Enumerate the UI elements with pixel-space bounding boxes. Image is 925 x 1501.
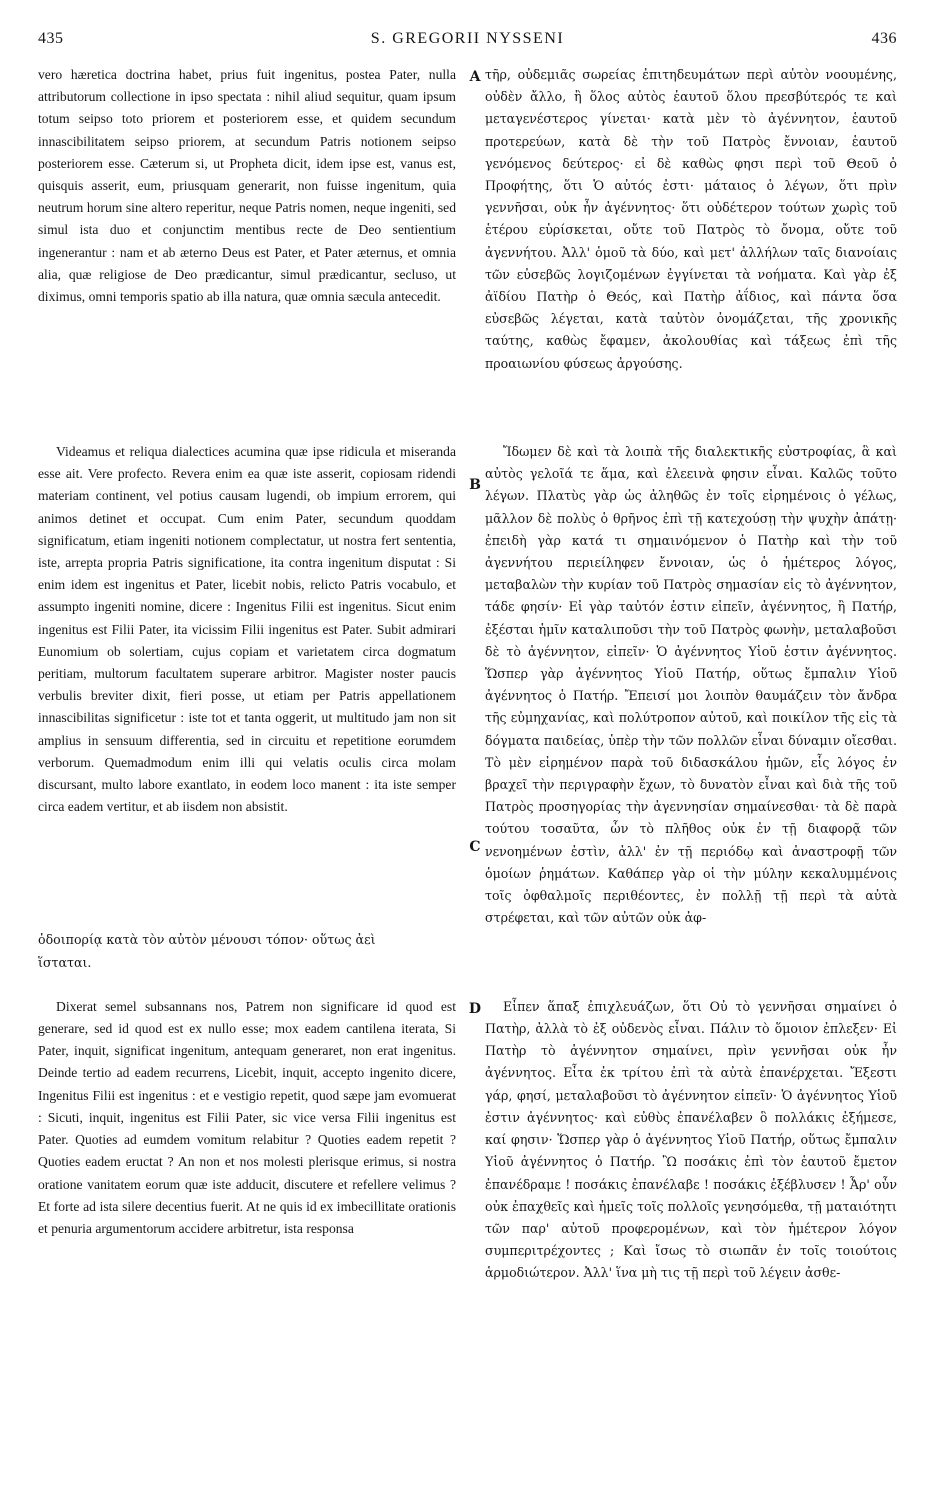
continuation-line-2: ἵσταται. (38, 954, 92, 970)
section-marker-b: B (469, 477, 481, 493)
full-width-continuation (38, 929, 897, 973)
continuation-line-1: ὁδοιπορίᾳ κατὰ τὸν αὐτὸν μένουσι τόπον· οὕτως ἀεὶ (38, 932, 376, 948)
upper-columns (38, 64, 897, 929)
latin-paragraph-3: Dixerat semel subsannans nos, Patrem non significare id quod est generare, sed id quod est ex nullo esse; mox eadem cantilena iterata, Si Pater, inquit, significat ingenitum, antequam generaret, non erat ingenitus. Deinde tertio ad eadem recurrens, Licebit, inquit, accepto ingenito dicere, Ingenitus Filii est ingenitus : et e vestigio repetit, quod sæpe jam evomuerat : Sicuti, inquit, ingenitus est Filii Pater, sic vice versa Filii ingenitus est Pater. Quoties ad eumdem vomitum relabitur ? Quoties eadem repetit ? Quoties eadem eructat ? An non et nos molesti plerisque erimus, si nostra oratione vanitatem eorum quæ iste adducit, discutere et refellere velimus ? Et forte ad ista silere decentius fuerit. At ne quis id ex imbecillitate orationis et penuria argumentorum accidere arbitretur, ista responsa (38, 998, 456, 1236)
latin-paragraph-1: vero hæretica doctrina habet, prius fuit ingenitus, postea Pater, nulla attributorum collectione in ipso spectata : nihil aliud sequitur, quam ipsum totum seipso toto priorem et posteriorem esse, et quidem secundum innascibilitatem seipso priorem, at secundum Patris notionem seipso posteriorem esse. Cæterum si, ut Propheta dicit, idem ipse est, vanus est, quisquis asserit, eum, priusquam generarit, non fuisse ingenitum, quia neutrum horum sine altero reperitur, neque Patris nomen, neque ingeniti, sed simul ista duo et conjunctim mentibus recte de Deo sentientium ingenerantur : nam et ab æterno Deus est Pater, et Pater æternus, et omnia alia, quæ religiose de Deo prædicantur, simul prædicantur, secluso, ut diximus, omni temporis spatio ab illa natura, quæ omnia sæcula antecedit. (38, 67, 456, 305)
section-marker-d: D (468, 1000, 482, 1017)
greek-paragraph-3: Εἶπεν ἅπαξ ἐπιχλευάζων, ὅτι Οὐ τὸ γεννῆσαι σημαίνει ὁ Πατὴρ, ἀλλὰ τὸ ἐξ οὐδενὸς εἶναι. Πάλιν τὸ ὅμοιον ἐπλεξεν· Εἰ Πατὴρ τὸ ἀγέννητον σημαίνει, πρὶν γεννῆσαι οὐκ ἦν ἀγέννητος. Εἶτα ἐκ τρίτου ἐπὶ τὰ αὐτὰ ἐπανέρχεται. Ἔξεστι γάρ, φησί, μεταλαβοῦσι τὸ ἀγέννητον εἰπεῖν· Ὁ ἀγέννητος Υἱοῦ ἐστιν ἀγέννητος· καὶ εὐθὺς ἐπανέλαβεν ὃ πολλάκις ἐξήμεσε, καί φησιν· Ὥσπερ γὰρ ὁ ἀγέννητος Υἱοῦ Πατήρ, οὕτως ἔμπαλιν Υἱοῦ ἀγέννητος ὁ Πατήρ. Ὢ ποσάκις ἐπὶ τὸν ἑαυτοῦ ἔμετον ἐπανέδραμε ! ποσάκις ἐπανέλαβε ! ποσάκις ἐξέβλυσεν ! Ἆρ' οὖν οὐκ ἐπαχθεῖς καὶ ἡμεῖς τοῖς πολλοῖς γενησόμεθα, τῇ ματαιότητι τῶν παρ' αὐτοῦ προφερομένων, καὶ τὸν ἡμέτερον λόγον συμπεριτρέχοντες ; Καὶ ἴσως τὸ σιωπᾶν ἐν τοῖς τοιούτοις ἁρμοδιώτερον. Ἀλλ' ἵνα μὴ τις τῇ περὶ τοῦ λέγειν ἀσθε- (485, 998, 897, 1281)
greek-paragraph-1: τῆρ, οὐδεμιᾶς σωρείας ἐπιτηδευμάτων περὶ αὐτὸν νοουμένης, οὐδὲν ἄλλο, ἢ ὅλος αὐτὸς ἑαυτοῦ ὅλου πρεσβύτερός τε καὶ μεταγενέστερος γίνεται· κατὰ μὲν τὸ ἀγέννητον, ἑαυτοῦ προτερεύων, κατὰ δὲ τὴν τοῦ Πατρὸς ἔννοιαν, ἑαυτοῦ γενόμενος δεύτερος· εἰ δὲ καθὼς φησι περὶ τοῦ Θεοῦ ὁ Προφήτης, ὅτι Ὁ αὐτός ἐστι· μάταιος ὁ λέγων, ὅτι πρὶν γεννῆσαι, οὐκ ἦν ἀγέννητος· ὅτι οὐδέτερον τούτων χωρὶς τοῦ ἑτέρου εὑρίσκεται, οὔτε τοῦ Πατρὸς τὸ ὄνομα, οὔτε τοῦ ἀγεννήτου. Ἀλλ' ὁμοῦ τὰ δύο, καὶ μετ' ἀλλήλων ταῖς διανοίαις τῶν εὐσεβῶς λογιζομένων ἐγγίνεται τὰ νοήματα. Καὶ γὰρ ἐξ ἀϊδίου Πατὴρ ὁ Θεός, καὶ Πατὴρ ἀΐδιος, καὶ πάντα ὅσα εὐσεβῶς λέγεται, κατὰ ταὐτὸν ὀνομάζεται, τῆς χρονικῆς ταύτης, καθὼς ἔφαμεν, ἀκολουθίας καὶ τάξεως ἐπὶ τῆς προαιωνίου φύσεως ἀργούσης. (485, 67, 897, 371)
latin-paragraph-2: Videamus et reliqua dialectices acumina quæ ipse ridicula et miseranda esse ait. Vere profecto. Revera enim ea quæ iste asserit, copiosam ridendi materiam continent, vel potius causam lugendi, ob impium errorem, qui animos detinet et occupat. Cum enim Pater, secundum quoddam significatum, etiam ingeniti notionem complectatur, ut nostra fert sententia, iste, arrepta propria Patris significatione, ita contra ingenitum disputat : Si enim idem est ingenitus et Pater, licebit nobis, relicto Patris vocabulo, et assumpto ingeniti nomine, dicere : Ingenitus Filii est ingenitus. Sicut enim ingenitus est Filii Pater, ita vicissim Filii ingenitus est Pater. Subit admirari Eunomium ob solertiam, cujus copiam et varietatem circa dogmatum peritiam, multorum facultatem superare arbitror. Magister noster paucis verbulis breviter dixit, fieri posse, ut etiam per Patris appellationem innascibilitas significetur : iste tot et tanta oggerit, ut multitudo jam non sit amplius in sensuum differentia, sed in circuitu et repetitione eorumdem verborum. Quemadmodum enim illi qui velatis oculis circa molam discursant, multo labore exantlato, in eodem loco manent : ita iste semper circa eadem vertitur, et ab iisdem non absistit. (38, 444, 456, 815)
page-number-right: 436 (871, 30, 897, 47)
running-header (38, 30, 897, 64)
page-number-left: 435 (38, 30, 64, 47)
greek-column-upper (469, 64, 897, 929)
section-marker-a: A (469, 69, 481, 85)
lower-columns (38, 996, 897, 1285)
running-title: S. GREGORII NYSSENI (370, 30, 565, 47)
greek-column-lower (468, 996, 897, 1285)
latin-column-upper (38, 64, 456, 929)
section-marker-c: C (469, 839, 481, 855)
greek-paragraph-2: Ἴδωμεν δὲ καὶ τὰ λοιπὰ τῆς διαλεκτικῆς εὐστροφίας, ἃ καὶ αὐτὸς γελοῖά τε ἅμα, καὶ ἐλεεινὰ φησιν εἶναι. Καλῶς τοῦτο λέγων. Πλατὺς γὰρ ὡς ἀληθῶς ἐν τοῖς εἰρημένοις ὁ γέλως, μᾶλλον δὲ πολὺς ὁ θρῆνος ἐπὶ τῇ κατεχούσῃ τὴν ψυχὴν ἀπάτῃ· ἐπειδὴ γὰρ κατά τι σημαινόμενον ὁ Πατὴρ καὶ τὴν τοῦ ἀγεννήτου περιείληφεν ἔννοιαν, ὡς ὁ ἡμέτερος λόγος, μεταβαλὼν τὴν κυρίαν τοῦ Πατρὸς σημασίαν εἰς τὸ ἀγέννητον, τάδε φησίν· Εἰ γὰρ ταὐτόν ἐστιν εἰπεῖν, ἀγέννητος, ἢ Πατήρ, ἐξέσται ἡμῖν καταλιποῦσι τὴν τοῦ Πατρὸς φωνὴν, μεταλαβοῦσι δὲ τὸ ἀγέννητον, εἰπεῖν· Ὁ ἀγέννητος Υἱοῦ ἐστιν ἀγέννητος. Ὥσπερ γὰρ ἀγέννητος Υἱοῦ Πατήρ, οὕτως ἔμπαλιν Υἱοῦ ἀγέννητος ὁ Πατήρ. Ἔπεισί μοι λοιπὸν θαυμάζειν τὸν ἄνδρα τῆς εὐμηχανίας, καὶ πολύτροπον αὐτοῦ, καὶ ποικίλον τῆς εἰς τὰ δόγματα παιδείας, ὑπὲρ τὴν τῶν πολλῶν εἶναι δύναμιν οἴεσθαι. Τὸ μὲν εἰρημένον παρὰ τοῦ διδασκάλου ἡμῶν, εἷς λόγος ἐν βραχεῖ τὴν περιγραφὴν ἔχων, τὸ δυνατὸν εἶναι καὶ διὰ τῆς τοῦ Πατρὸς προσηγορίας τὴν ἀγεννησίαν σημαίνεσθαι· τὰ δὲ παρὰ τούτου τοσαῦτα, ὧν τὸ πλῆθος οὐκ ἐν τῇ διαφορᾷ τῶν νενοημένων ἐστὶν, ἀλλ' ἐν τῇ περιόδῳ καὶ ἀναστροφῇ τῶν ὁμοίων ῥημάτων. Καθάπερ γὰρ οἱ τὴν μύλην κεκαλυμμένοις τοῖς ὀφθαλμοῖς περιθέοντες, ἐν πολλῇ τῇ περὶ τὰ αὐτὰ στρέφεται, καὶ τῶν αὐτῶν οὐκ ἀφ- (485, 444, 897, 926)
latin-column-lower (38, 996, 456, 1285)
